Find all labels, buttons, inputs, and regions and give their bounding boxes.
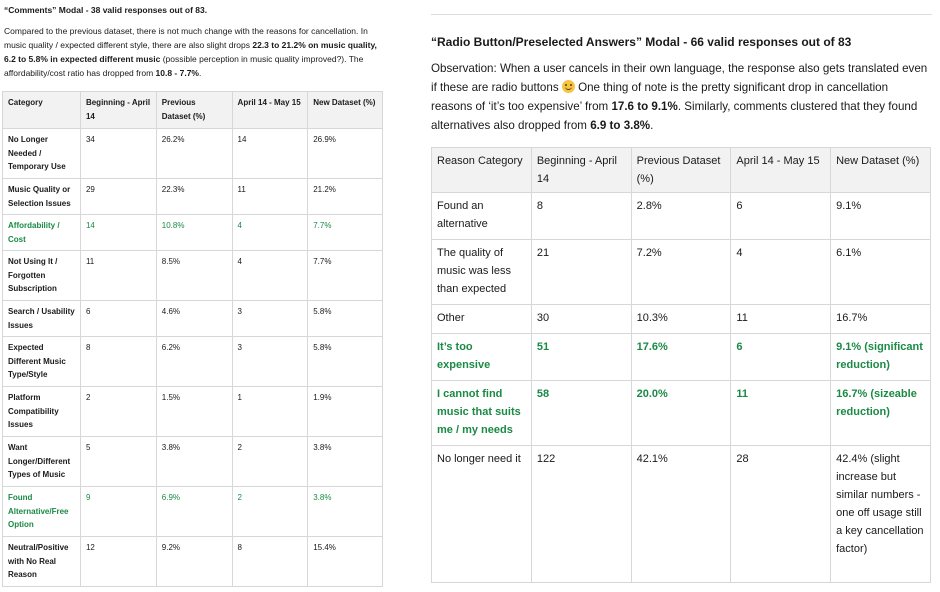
radio-modal-section — [431, 0, 932, 592]
table-cell: 6 — [731, 334, 831, 381]
radio-observation-text-3: . Similarly, comments clustered that they found alternatives also dropped from — [431, 100, 918, 132]
table-cell: 5 — [80, 437, 156, 487]
table-cell: 21.2% — [308, 179, 383, 215]
table-cell: 3 — [232, 301, 308, 337]
table-cell: 26.2% — [156, 129, 232, 179]
table-cell: 51 — [531, 334, 631, 381]
table-cell: 7.7% — [308, 251, 383, 301]
category-cell: Search / Usability Issues — [3, 301, 81, 337]
radio-table — [431, 147, 931, 583]
radio-modal-title: “Radio Button/Preselected Answers” Modal - 66 valid responses out of 83 — [431, 35, 852, 49]
header-cell: Category — [3, 92, 81, 129]
table-cell: 5.8% — [308, 301, 383, 337]
header-cell: April 14 - May 15 — [731, 148, 831, 193]
table-cell: 1 — [232, 387, 308, 437]
radio-observation-text-4: . — [650, 119, 654, 132]
table-cell: 12 — [80, 537, 156, 587]
comments-table — [2, 91, 383, 587]
table-row — [3, 301, 383, 337]
table-cell: 29 — [80, 179, 156, 215]
table-cell: 28 — [731, 446, 831, 583]
table-cell: 16.7% (sizeable reduction) — [831, 381, 931, 446]
category-cell: Not Using It / Forgotten Subscription — [3, 251, 81, 301]
table-cell: 3.8% — [156, 437, 232, 487]
table-row-highlighted — [432, 334, 931, 381]
table-cell: 7.2% — [631, 240, 731, 305]
table-row — [432, 240, 931, 305]
comments-observation-text-1: Compared to the previous dataset, there is not much change with the reasons for cancellation. In music quality / expected different style, there are also slight drops — [4, 26, 368, 50]
radio-observation-text-1: Observation: When a user cancels in their own language, the response also gets translated even if these are radio buttons — [431, 62, 928, 94]
table-cell: 6.2% — [156, 337, 232, 387]
table-cell: 2 — [232, 487, 308, 537]
table-row-highlighted — [432, 381, 931, 446]
header-cell: New Dataset (%) — [308, 92, 383, 129]
table-cell: 20.0% — [631, 381, 731, 446]
table-cell: 42.4% (slight increase but similar numbers - one off usage still a key cancellation factor) — [831, 446, 931, 583]
category-cell: Music Quality or Selection Issues — [3, 179, 81, 215]
table-cell: 5.8% — [308, 337, 383, 387]
table-cell: 6 — [731, 193, 831, 240]
table-cell: 21 — [531, 240, 631, 305]
table-cell: 7.7% — [308, 215, 383, 251]
header-cell: Beginning - April 14 — [80, 92, 156, 129]
table-row — [3, 251, 383, 301]
section-divider — [431, 14, 932, 15]
header-cell: Previous Dataset (%) — [156, 92, 232, 129]
table-row — [432, 305, 931, 334]
table-cell: 1.9% — [308, 387, 383, 437]
table-cell: 14 — [80, 215, 156, 251]
table-cell: 58 — [531, 381, 631, 446]
table-cell: 122 — [531, 446, 631, 583]
table-row — [432, 446, 931, 583]
table-cell: 4 — [232, 215, 308, 251]
table-cell: 9.1% — [831, 193, 931, 240]
table-row — [3, 179, 383, 215]
category-cell: Found Alternative/Free Option — [3, 487, 81, 537]
table-cell: 3 — [232, 337, 308, 387]
table-cell: 8 — [531, 193, 631, 240]
table-row — [432, 193, 931, 240]
table-cell: 11 — [731, 305, 831, 334]
header-cell: Previous Dataset (%) — [631, 148, 731, 193]
table-cell: 17.6% — [631, 334, 731, 381]
reason-cell: Found an alternative — [432, 193, 532, 240]
radio-observation-text-2: One thing of note is the pretty significant drop in cancellation reasons of ‘it’s too expensive’ from — [431, 81, 889, 113]
table-row — [3, 387, 383, 437]
reason-cell: I cannot find music that suits me / my needs — [432, 381, 532, 446]
table-row — [3, 537, 383, 587]
category-cell: Platform Compatibility Issues — [3, 387, 81, 437]
table-cell: 4 — [731, 240, 831, 305]
table-cell: 9.1% (significant reduction) — [831, 334, 931, 381]
table-cell: 6.9% — [156, 487, 232, 537]
table-header-row — [3, 92, 383, 129]
reason-cell: It’s too expensive — [432, 334, 532, 381]
category-cell: Expected Different Music Type/Style — [3, 337, 81, 387]
table-cell: 22.3% — [156, 179, 232, 215]
header-cell: April 14 - May 15 — [232, 92, 308, 129]
table-row-highlighted — [3, 487, 383, 537]
table-header-row — [432, 148, 931, 193]
table-cell: 4.6% — [156, 301, 232, 337]
slightly-smiling-face-icon — [562, 80, 575, 93]
header-cell: Reason Category — [432, 148, 532, 193]
comments-observation-text-3: . — [199, 68, 202, 78]
table-cell: 26.9% — [308, 129, 383, 179]
table-cell: 9 — [80, 487, 156, 537]
table-cell: 8.5% — [156, 251, 232, 301]
table-cell: 15.4% — [308, 537, 383, 587]
table-cell: 30 — [531, 305, 631, 334]
table-cell: 1.5% — [156, 387, 232, 437]
reason-cell: Other — [432, 305, 532, 334]
comments-modal-section — [0, 0, 392, 592]
table-cell: 3.8% — [308, 437, 383, 487]
table-cell: 16.7% — [831, 305, 931, 334]
table-cell: 3.8% — [308, 487, 383, 537]
table-row — [3, 337, 383, 387]
radio-observation-bold-1: 17.6 to 9.1% — [611, 100, 678, 113]
table-cell: 34 — [80, 129, 156, 179]
comments-modal-title: “Comments” Modal - 38 valid responses out of 83. — [4, 5, 208, 15]
table-row — [3, 129, 383, 179]
category-cell: Want Longer/Different Types of Music — [3, 437, 81, 487]
category-cell: Affordability / Cost — [3, 215, 81, 251]
radio-observation — [431, 59, 931, 135]
category-cell: Neutral/Positive with No Real Reason — [3, 537, 81, 587]
comments-observation-text-2: (possible perception in music quality improved?). The affordability/cost ratio has dropped from — [4, 54, 364, 78]
table-cell: 4 — [232, 251, 308, 301]
header-cell: Beginning - April 14 — [531, 148, 631, 193]
table-cell: 9.2% — [156, 537, 232, 587]
table-cell: 10.3% — [631, 305, 731, 334]
table-cell: 2 — [80, 387, 156, 437]
comments-observation-bold-2: 10.8 - 7.7% — [155, 68, 199, 78]
table-cell: 6 — [80, 301, 156, 337]
reason-cell: The quality of music was less than expected — [432, 240, 532, 305]
table-row-highlighted — [3, 215, 383, 251]
category-cell: No Longer Needed / Temporary Use — [3, 129, 81, 179]
table-cell: 11 — [731, 381, 831, 446]
comments-observation-bold-1: 22.3 to 21.2% on music quality, 6.2 to 5.8% in expected different music — [4, 40, 377, 64]
radio-observation-bold-2: 6.9 to 3.8% — [590, 119, 651, 132]
table-cell: 11 — [232, 179, 308, 215]
table-cell: 8 — [80, 337, 156, 387]
table-cell: 11 — [80, 251, 156, 301]
reason-cell: No longer need it — [432, 446, 532, 583]
table-cell: 42.1% — [631, 446, 731, 583]
header-cell: New Dataset (%) — [831, 148, 931, 193]
table-cell: 8 — [232, 537, 308, 587]
table-cell: 10.8% — [156, 215, 232, 251]
table-row — [3, 437, 383, 487]
table-cell: 2.8% — [631, 193, 731, 240]
table-cell: 14 — [232, 129, 308, 179]
table-cell: 2 — [232, 437, 308, 487]
comments-observation — [4, 24, 384, 80]
table-cell: 6.1% — [831, 240, 931, 305]
